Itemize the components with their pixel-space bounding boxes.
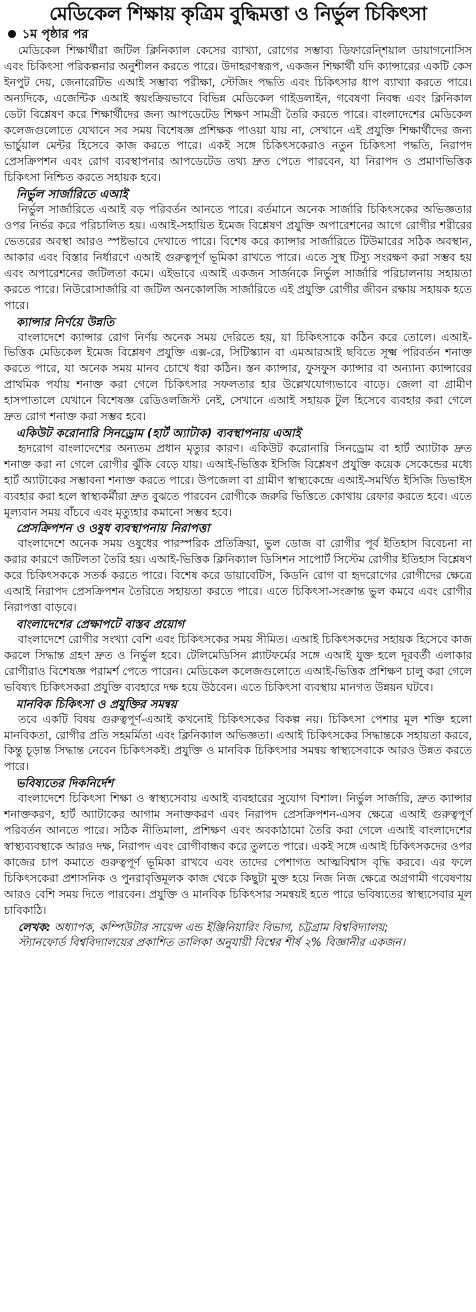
section-heading-future-direction: ভবিষ্যতের দিকনির্দেশ	[16, 776, 114, 791]
paragraph: বাংলাদেশে ক্যান্সার রোগ নির্ণয় অনেক সময় দেরিতে হয়, যা চিকিৎসাকে কঠিন করে তোলে। এআই-ভিত্তিক মেডিকেল ইমেজ বিশ্লেষণ প্রযুক্তি এক্স-রে, সিটিস্ক্যান বা এমআরআই ছবিতে সূক্ষ্ম পরিবর্তন শনাক্ত করতে পারে, যা অনেক সময় মানব চোখে ধরা কঠিন। স্তন ক্যান্সার, ফুসফুস ক্যান্সার বা অন্যান্য ক্যান্সারের প্রাথমিক পর্যায় শনাক্ত করা গেলে চিকিৎসার সফলতার হার উল্লেখযোগ্যভাবে বাড়ে। জেলা বা গ্রামীণ হাসপাতালে যেখানে বিশেষজ্ঞ রেডিওলজিস্ট নেই, সেখানে এআই সহায়ক টুল হিসেবে ব্যবহার করা গেলে দ্রুত রোগ শনাক্ত করা সম্ভব হবে।	[4, 330, 472, 424]
section-heading-humane-medicine: মানবিক চিকিৎসা ও প্রযুক্তির সমন্বয়	[16, 696, 177, 711]
author-byline	[4, 920, 472, 936]
section-heading-bangladesh-application: বাংলাদেশের প্রেক্ষাপটে বাস্তব প্রয়োগ	[16, 617, 185, 631]
section-heading-acute-coronary: একিউট করোনারি সিনড্রোম (হার্ট অ্যাটাক) ব্যবস্থাপনায় এআই	[16, 425, 301, 440]
bullet-icon	[8, 30, 16, 38]
paragraph: হৃদরোগ বাংলাদেশের অন্যতম প্রধান মৃত্যুর কারণ। একিউট করোনারি সিনড্রোম বা হার্ট অ্যাটাক দ্রুত শনাক্ত করা না গেলে রোগীর ঝুঁকি বেড়ে যায়। এআই-ভিত্তিক ইসিজি বিশ্লেষণ প্রযুক্তি কয়েক সেকেন্ডের মধ্যে হার্ট অ্যাটাকের সম্ভাবনা শনাক্ত করতে পারে। উপজেলা বা গ্রামীণ স্বাস্থ্যকেন্দ্রে এআই-সমর্থিত ইসিজি ডিভাইস ব্যবহার করা হলে স্বাস্থ্যকর্মীরা দ্রুত বুঝতে পারবেন রোগীকে জরুরি ভিত্তিতে কোথায় রেফার করতে হবে। এতে মূল্যবান সময় বাঁচবে এবং মৃত্যুহার কমানো সম্ভব হবে।	[4, 441, 472, 519]
author-affiliation: অধ্যাপক, কম্পিউটার সায়েন্স এন্ড ইঞ্জিনিয়ারিং বিভাগ, চট্টগ্রাম বিশ্ববিদ্যালয়;	[50, 920, 389, 934]
continued-from-label: ১ম পৃষ্ঠার পর	[22, 26, 89, 41]
author-label: লেখক:	[18, 920, 51, 934]
paragraph: বাংলাদেশে রোগীর সংখ্যা বেশি এবং চিকিৎসকের সময় সীমিত। এআই চিকিৎসকদের সহায়ক হিসেবে কাজ করলে সিদ্ধান্ত গ্রহণ দ্রুত ও নির্ভুল হবে। টেলিমেডিসিন প্ল্যাটফর্মের সঙ্গে এআই যুক্ত হলে দূরবর্তী এলাকার রোগীরাও বিশেষজ্ঞ পরামর্শ পেতে পারেন। মেডিকেল কলেজগুলোতে এআই-ভিত্তিক প্রশিক্ষণ চালু করা গেলে ভবিষ্যৎ চিকিৎসকরা প্রযুক্তি ব্যবহারে দক্ষ হয়ে উঠবেন। এতে চিকিৎসা ব্যবস্থায় মানগত উন্নয়ন ঘটবে।	[4, 633, 472, 694]
paragraph: তবে একটি বিষয় গুরুত্বপূর্ণ-এআই কখনোই চিকিৎসকের বিকল্প নয়। চিকিৎসা পেশার মূল শক্তি হলো মানবিকতা, রোগীর প্রতি সহমর্মিতা এবং ক্লিনিক্যাল অভিজ্ঞতা। এআই চিকিৎসকের সিদ্ধান্তকে সহায়তা করবে, কিন্তু চূড়ান্ত সিদ্ধান্ত নেবেন চিকিৎসকই। প্রযুক্তি ও মানবিক চিকিৎসার সমন্বয় স্বাস্থ্যসেবাকে আরও উন্নত করতে পারে।	[4, 712, 472, 774]
paragraph: বাংলাদেশে চিকিৎসা শিক্ষা ও স্বাস্থ্যসেবায় এআই ব্যবহারের সুযোগ বিশাল। নির্ভুল সার্জারি, দ্রুত ক্যান্সার শনাক্তকরণ, হার্ট অ্যাটাকের আগাম সনাক্তকরণ এবং নিরাপদ প্রেসক্রিপশন-এসব ক্ষেত্রে এআই গুরুত্বপূর্ণ পরিবর্তন আনতে পারে। সঠিক নীতিমালা, প্রশিক্ষণ এবং অবকাঠামো তৈরি করা গেলে এআই বাংলাদেশের স্বাস্থ্যব্যবস্থাকে আরও দক্ষ, নিরাপদ এবং রোগীবান্ধব করে তুলতে পারে। একই সঙ্গে এআই চিকিৎসকদের ওপর কাজের চাপ কমাতে গুরুত্বপূর্ণ ভূমিকা রাখবে এবং তাদের পেশাগত আত্মবিশ্বাস বৃদ্ধি করবে। এর ফলে চিকিৎসকেরা প্রশাসনিক ও পুনরাবৃত্তিমূলক কাজ থেকে কিছুটা মুক্ত হয়ে নিজ নিজ ক্ষেত্রে অগ্রগামী গবেষণায় আরও বেশি সময় দিতে পারবেন। প্রযুক্তি ও মানবিক চিকিৎসার সমন্বয়ই হতে পারে ভবিষ্যতের স্বাস্থ্যসেবার মূল চাবিকাঠি।	[4, 792, 472, 917]
paragraph: নির্ভুল সার্জারিতে এআই বড় পরিবর্তন আনতে পারে। বর্তমানে অনেক সার্জারি চিকিৎসকের অভিজ্ঞতার ওপর নির্ভর করে পরিচালিত হয়। এআই-সহায়িত ইমেজ বিশ্লেষণ প্রযুক্তি অপারেশনের আগে রোগীর শরীরের ভেতরের অবস্থা আরও স্পষ্টভাবে দেখাতে পারে। বিশেষ করে ক্যান্সার সার্জারিতে টিউমারের সঠিক অবস্থান, আকার এবং বিস্তার নির্ধারণে এআই গুরুত্বপূর্ণ ভূমিকা রাখতে পারে। এতে সুস্থ টিস্যু সংরক্ষণ করা সম্ভব হয় এবং অপারেশনের জটিলতা কমে। এইভাবে এআই একজন সার্জনকে নির্ভুল সার্জারি পরিচালনায় সহায়তা করতে পারে। নিউরোসার্জারি বা জটিল অনকোলজি সার্জারিতে এই প্রযুক্তি রোগীর জীবন রক্ষায় সহায়ক হতে পারে।	[4, 203, 472, 312]
paragraph: বাংলাদেশে অনেক সময় ওষুধের পারস্পরিক প্রতিক্রিয়া, ভুল ডোজ বা রোগীর পূর্ব ইতিহাস বিবেচনা না করার কারণে জটিলতা তৈরি হয়। এআই-ভিত্তিক ক্লিনিক্যাল ডিসিশন সাপোর্ট সিস্টেম রোগীর ইতিহাস বিশ্লেষণ করে চিকিৎসককে সতর্ক করতে পারে। বিশেষ করে ডায়াবেটিস, কিডনি রোগ বা হৃদরোগের রোগীদের ক্ষেত্রে এআই নিরাপদ প্রেসক্রিপশন তৈরিতে সহায়তা করতে পারে। এতে চিকিৎসা-সংক্রান্ত ভুল কমবে এবং রোগীর নিরাপত্তা বাড়বে।	[4, 537, 472, 615]
section-heading-cancer-diagnosis: ক্যান্সার নির্ণয়ে উন্নতি	[16, 314, 115, 329]
section-heading-precision-surgery: নির্ভুল সার্জারিতে এআই	[16, 187, 128, 202]
section-heading-prescription-safety: প্রেসক্রিপশন ও ওষুধ ব্যবস্থাপনায় নিরাপত্তা	[16, 521, 210, 536]
author-footnote: স্ট্যানফোর্ড বিশ্ববিদ্যালয়ের প্রকাশিত তালিকা অনুযায়ী বিশ্বের শীর্ষ ২% বিজ্ঞানীর একজন।	[18, 936, 406, 950]
paragraph: মেডিকেল শিক্ষার্থীরা জটিল ক্লিনিক্যাল কেসের ব্যাখ্যা, রোগের সম্ভাব্য ডিফারেন্শিয়াল ডায়াগনোসিস এবং চিকিৎসা পরিকল্পনার অনুশীলন করতে পারে। উদাহরণস্বরূপ, একজন শিক্ষার্থী যদি ক্যান্সারের একটি কেস ইনপুট দেয়, জেনারেটিভ এআই সম্ভাব্য পরীক্ষা, স্টেজিং পদ্ধতি এবং চিকিৎসার ধাপ ব্যাখ্যা করতে পারে। অন্যদিকে, এজেন্টিক এআই স্বয়ংক্রিয়ভাবে বিভিন্ন মেডিকেল গাইডলাইন, গবেষণা নিবন্ধ এবং ক্লিনিকাল ডেটা বিশ্লেষণ করে শিক্ষার্থীদের জন্য আপডেটেড শিক্ষণ সামগ্রী তৈরি করতে পারে। বাংলাদেশের মেডিকেল কলেজগুলোতে যেখানে সব সময় বিশেষজ্ঞ প্রশিক্ষক পাওয়া যায় না, সেখানে এই প্রযুক্তি শিক্ষার্থীদের জন্য ভার্চুয়াল মেন্টর হিসেবে কাজ করতে পারে। একই সঙ্গে চিকিৎসকেরাও নতুন চিকিৎসা পদ্ধতি, নিরাপদ প্রেসক্রিপশন এবং রোগ ব্যবস্থাপনার আপডেটেড তথ্য দ্রুত পেতে পারবেন, যা নিরাপদ ও প্রমাণভিত্তিক চিকিৎসা নিশ্চিত করতে সহায়ক হবে।	[4, 44, 472, 185]
continuation-marker	[4, 26, 472, 42]
article-headline: মেডিকেল শিক্ষায় কৃত্রিম বুদ্ধিমত্তা ও নির্ভুল চিকিৎসা	[49, 3, 427, 25]
